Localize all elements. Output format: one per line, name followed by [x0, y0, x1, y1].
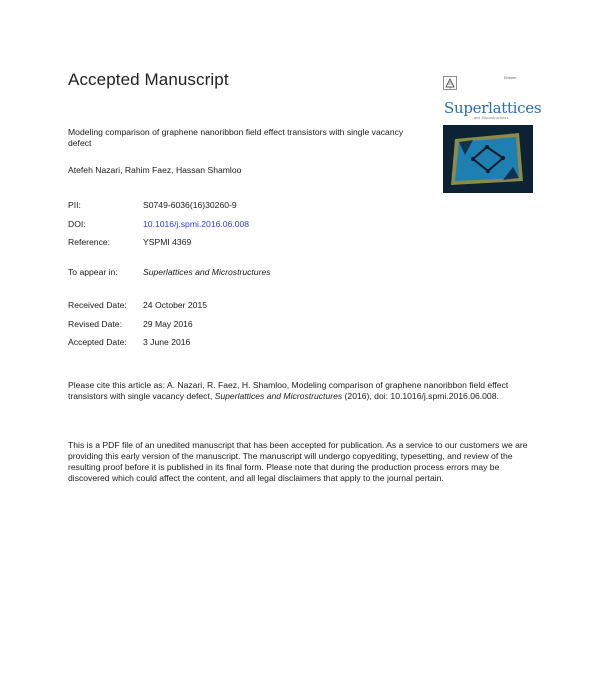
citation-journal: Superlattices and Microstructures — [214, 391, 343, 401]
elsevier-tree-logo-icon — [443, 76, 457, 90]
journal-cover-image — [443, 125, 533, 193]
reference-value: YSPMI 4369 — [143, 237, 192, 247]
page-heading: Accepted Manuscript — [68, 70, 229, 89]
received-label: Received Date: — [68, 300, 127, 310]
article-title: Modeling comparison of graphene nanoribbon field effect transistors with single vacancy defect — [68, 127, 404, 148]
reference-row — [68, 237, 191, 248]
publisher-tiny-text: Elsevier — [504, 76, 517, 80]
revised-label: Revised Date: — [68, 319, 122, 329]
journal-logo-title: Superlattices — [444, 99, 542, 117]
citation-prefix: Please cite this article as: A. Nazari, R. Faez, H. Shamloo, Modeling comparison of graphene nanoribbon field effect transistors with single vacancy defect, — [68, 380, 509, 401]
doi-row — [68, 219, 249, 230]
accepted-value: 3 June 2016 — [143, 337, 191, 347]
accepted-row — [68, 337, 190, 348]
appear-value: Superlattices and Microstructures — [143, 267, 271, 277]
pii-value: S0749-6036(16)30260-9 — [143, 200, 237, 210]
doi-label: DOI: — [68, 219, 86, 229]
received-value: 24 October 2015 — [143, 300, 208, 310]
doi-link[interactable]: 10.1016/j.spmi.2016.06.008 — [143, 219, 250, 229]
pii-row — [68, 200, 237, 211]
citation-paragraph — [68, 380, 538, 402]
appear-label: To appear in: — [68, 267, 118, 277]
appear-row — [68, 267, 271, 278]
revised-value: 29 May 2016 — [143, 319, 193, 329]
pii-label: PII: — [68, 200, 81, 210]
revised-row — [68, 319, 193, 330]
citation-suffix: (2016), doi: 10.1016/j.spmi.2016.06.008. — [342, 391, 499, 401]
received-row — [68, 300, 207, 311]
article-authors: Atefeh Nazari, Rahim Faez, Hassan Shamloo — [68, 165, 242, 175]
accepted-label: Accepted Date: — [68, 337, 127, 347]
journal-logo-subtitle: and Microstructures — [474, 116, 509, 120]
manuscript-notice: This is a PDF file of an unedited manuscript that has been accepted for publication. As a service to our customers we are providing this early version of the manuscript. The manuscript will undergo copyediting, typesetting, and review of the resulting proof before it is published in its final form. Please note that during the production process errors may be discovered which could affect the content, and all legal disclaimers that apply to the journal pertain. — [68, 440, 528, 483]
reference-label: Reference: — [68, 237, 111, 247]
